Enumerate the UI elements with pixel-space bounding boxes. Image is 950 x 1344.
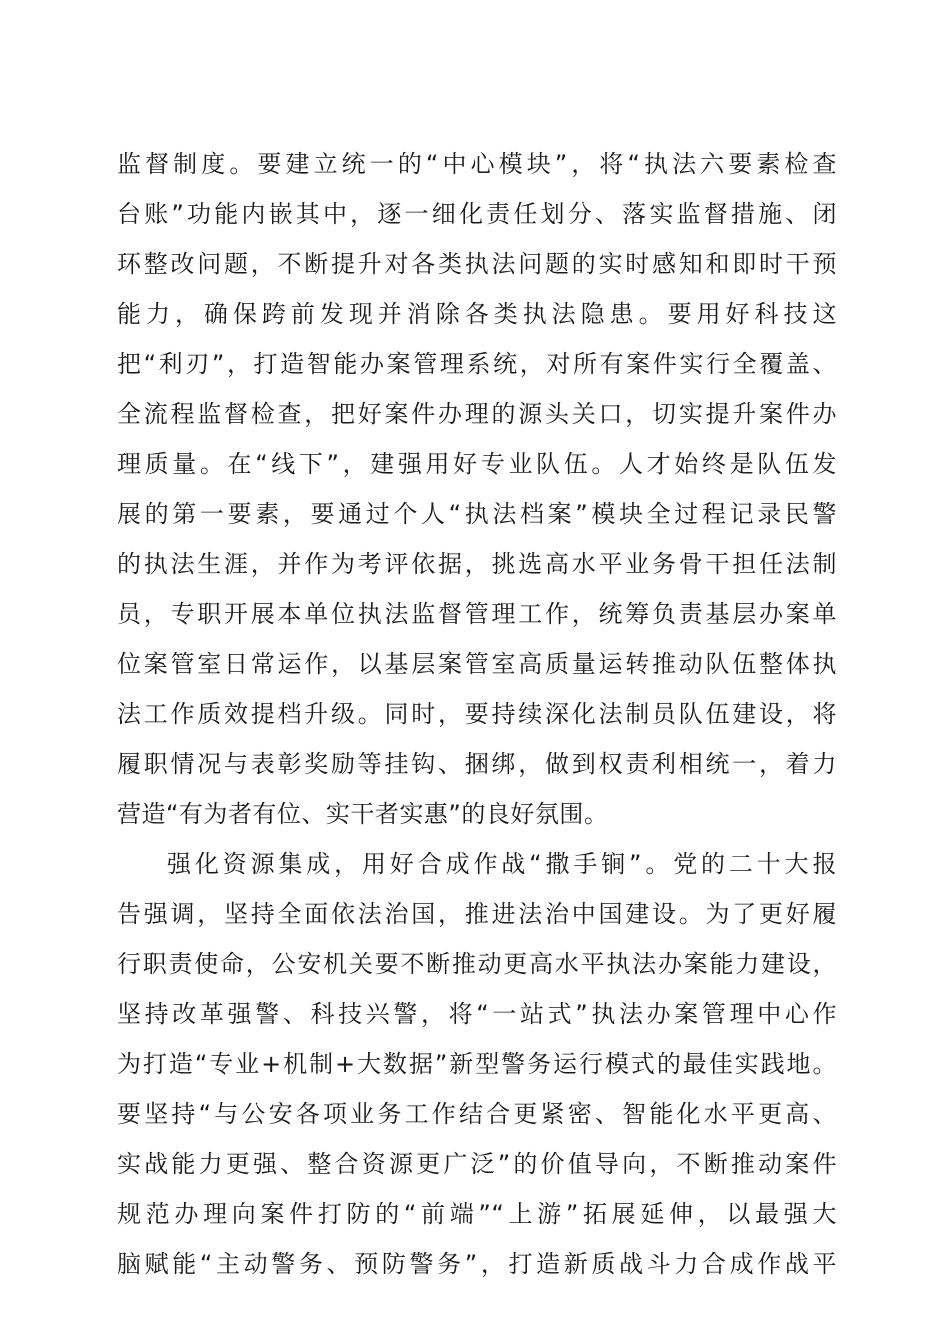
text-line: 规范办理向案件打防的“前端”“上游”拓展延伸，以最强大: [117, 1200, 837, 1228]
text-line: 告强调，坚持全面依法治国，推进法治中国建设。为了更好履: [117, 900, 837, 928]
text-line: 脑赋能“主动警务、预防警务”，打造新质战斗力合成作战平: [117, 1250, 837, 1278]
text-line: 全流程监督检查，把好案件办理的源头关口，切实提升案件办: [117, 400, 837, 428]
text-line: 的执法生涯，并作为考评依据，挑选高水平业务骨干担任法制: [117, 550, 837, 578]
text-line: 坚持改革强警、科技兴警，将“一站式”执法办案管理中心作: [117, 1000, 837, 1028]
text-line: 要坚持“与公安各项业务工作结合更紧密、智能化水平更高、: [117, 1100, 837, 1128]
text-line: 理质量。在“线下”，建强用好专业队伍。人才始终是队伍发: [117, 450, 837, 478]
text-line: 位案管室日常运作，以基层案管室高质量运转推动队伍整体执: [117, 650, 837, 678]
body-text: [117, 139, 837, 1289]
text-line: 台账”功能内嵌其中，逐一细化责任划分、落实监督措施、闭: [117, 200, 837, 228]
text-line: 实战能力更强、整合资源更广泛”的价值导向，不断推动案件: [117, 1150, 837, 1178]
paragraph-end-line: 营造“有为者有位、实干者实惠”的良好氛围。: [117, 800, 609, 828]
text-line: 为打造“专业+机制+大数据”新型警务运行模式的最佳实践地。: [117, 1050, 837, 1078]
text-line: 展的第一要素，要通过个人“执法档案”模块全过程记录民警: [117, 500, 837, 528]
paragraph-start-line: 强化资源集成，用好合成作战“撒手锏”。党的二十大报: [167, 850, 837, 878]
text-line: 员，专职开展本单位执法监督管理工作，统筹负责基层办案单: [117, 600, 837, 628]
text-line: 能力，确保跨前发现并消除各类执法隐患。要用好科技这: [117, 300, 837, 328]
text-line: 监督制度。要建立统一的“中心模块”，将“执法六要素检查: [117, 150, 837, 178]
text-line: 环整改问题，不断提升对各类执法问题的实时感知和即时干预: [117, 250, 837, 278]
text-line: 把“利刃”，打造智能办案管理系统，对所有案件实行全覆盖、: [117, 350, 837, 378]
text-line: 履职情况与表彰奖励等挂钩、捆绑，做到权责利相统一，着力: [117, 750, 837, 778]
text-line: 法工作质效提档升级。同时，要持续深化法制员队伍建设，将: [117, 700, 837, 728]
text-line: 行职责使命，公安机关要不断推动更高水平执法办案能力建设，: [117, 950, 837, 978]
